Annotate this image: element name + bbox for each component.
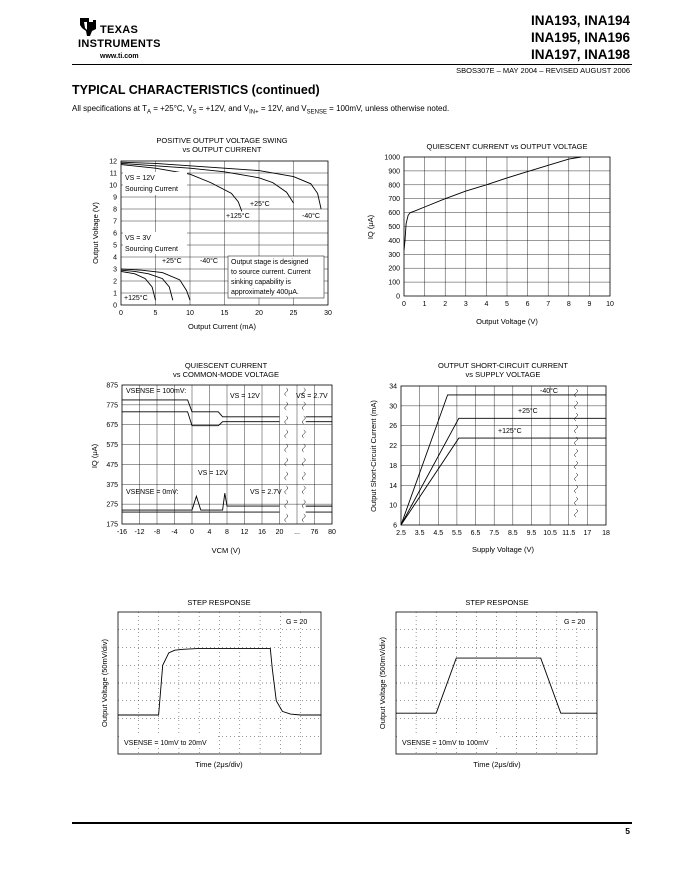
chart-title: OUTPUT SHORT-CIRCUIT CURRENT — [437, 361, 569, 370]
chart-title: QUIESCENT CURRENT — [184, 361, 268, 370]
y-axis-label: IQ (μA) — [90, 443, 99, 469]
note: approximately 400μA. — [231, 289, 299, 296]
y-tick-label: 14 — [389, 482, 397, 490]
spec-sub: SENSE — [306, 109, 327, 116]
annotation: VS = 3V — [125, 235, 151, 242]
gridlines — [401, 386, 606, 525]
x-tick-label: 5 — [153, 310, 158, 317]
annotation: +125°C — [498, 428, 522, 435]
axis-break-mark — [302, 514, 305, 522]
gridlines — [118, 612, 321, 754]
chart-step-response-2 — [378, 598, 597, 769]
y-tick-label: 200 — [388, 265, 400, 273]
series-line — [122, 400, 280, 417]
axis-break-mark — [285, 486, 288, 494]
x-axis-label: Time (2μs/div) — [473, 760, 521, 769]
y-tick-label: 30 — [389, 403, 397, 411]
x-tick-label: 10.5 — [543, 530, 557, 537]
y-tick-label: 7 — [113, 218, 117, 226]
series-line — [401, 395, 606, 525]
annotation: Sourcing Current — [125, 246, 178, 253]
y-tick-label: 2 — [113, 278, 117, 286]
x-tick-label: 2.5 — [396, 530, 406, 537]
y-tick-label: 800 — [388, 182, 400, 190]
page-number: 5 — [625, 826, 630, 836]
x-ticks — [402, 301, 614, 308]
y-tick-label: 675 — [106, 422, 118, 430]
y-tick-label: 5 — [113, 242, 117, 250]
x-tick-label: 0 — [190, 529, 194, 536]
x-tick-label: 76 — [310, 529, 319, 536]
chart-title: vs OUTPUT CURRENT — [182, 145, 262, 154]
x-tick-label: 10 — [606, 301, 614, 308]
y-tick-label: 875 — [106, 382, 118, 390]
chart-title: STEP RESPONSE — [187, 598, 251, 607]
chart-step-response-1 — [100, 598, 321, 769]
axis-break-mark — [575, 473, 578, 481]
note: to source current. Current — [231, 269, 311, 276]
axis-break-mark — [575, 401, 578, 409]
y-tick-label: 34 — [389, 383, 397, 391]
series-lines — [118, 648, 321, 715]
annotation: VSENSE = 0mV: — [126, 489, 179, 496]
annotation: VSENSE = 100mV: — [126, 388, 187, 395]
axis-break-mark — [575, 485, 578, 493]
annotation: VS = 12V — [230, 393, 260, 400]
logo-url: www.ti.com — [100, 53, 139, 60]
x-tick-label: 80 — [328, 529, 336, 536]
x-tick-label: 25 — [289, 310, 298, 317]
y-tick-label: 8 — [113, 206, 117, 214]
axis-break-mark — [285, 388, 288, 396]
spec-text: = 12V, and V — [258, 104, 307, 113]
annotation: +125°C — [226, 213, 250, 220]
annotation: VS = 12V — [125, 175, 155, 182]
y-tick-label: 700 — [388, 196, 400, 204]
y-tick-label: 22 — [389, 443, 397, 451]
annotation: -40°C — [200, 258, 218, 265]
x-tick-label: 2 — [443, 301, 448, 308]
x-tick-label: 5.5 — [452, 530, 462, 537]
x-tick-label: 6.5 — [470, 530, 481, 537]
y-tick-label: 500 — [388, 224, 400, 231]
annotation: +25°C — [162, 258, 182, 265]
y-ticks — [384, 155, 400, 301]
x-ticks — [119, 310, 332, 317]
y-tick-label: 900 — [388, 168, 400, 176]
annotation: +125°C — [124, 295, 148, 302]
x-axis-label: Supply Voltage (V) — [471, 545, 535, 554]
x-tick-label: -12 — [134, 529, 145, 536]
spec-sub: S — [192, 109, 197, 116]
x-ticks — [396, 530, 610, 537]
y-tick-label: 1 — [113, 290, 117, 298]
axis-break-mark — [285, 430, 288, 438]
y-tick-label: 275 — [106, 501, 118, 509]
y-tick-label: 100 — [388, 279, 400, 287]
y-axis-label: Output Voltage (500mV/div) — [378, 636, 387, 730]
y-tick-label: 1000 — [384, 154, 400, 162]
spec-sub: A — [147, 109, 152, 116]
x-tick-label: 5 — [505, 301, 509, 308]
spec-text: = +25°C, V — [151, 104, 193, 113]
y-tick-label: 575 — [106, 442, 118, 450]
y-tick-label: 475 — [106, 461, 118, 469]
spec-text: = 100mV, unless otherwise noted. — [326, 104, 450, 113]
x-tick-label: 4 — [207, 529, 212, 536]
gain-label: G = 20 — [564, 619, 586, 626]
annotation: VS = 12V — [198, 470, 228, 477]
x-tick-label: 16 — [258, 529, 266, 536]
x-tick-label: 4 — [484, 301, 489, 308]
y-tick-label: 400 — [388, 237, 400, 245]
y-tick-label: 6 — [113, 230, 117, 238]
footer-rule — [72, 822, 632, 824]
section-title: TYPICAL CHARACTERISTICS (continued) — [72, 83, 320, 97]
chart-iq-vs-vout — [366, 142, 614, 326]
x-tick-label: 18 — [602, 530, 610, 537]
chart-title: POSITIVE OUTPUT VOLTAGE SWING — [156, 136, 288, 145]
axis-break-mark — [575, 509, 578, 517]
axis-break-mark — [302, 486, 305, 494]
x-axis-label: VCM (V) — [211, 546, 241, 555]
annotation: -40°C — [302, 213, 320, 220]
axis-break-mark — [285, 458, 288, 466]
axis-break-mark — [285, 472, 288, 480]
annotation: VS = 2.7V — [296, 393, 328, 400]
x-tick-label: -8 — [153, 529, 161, 536]
y-tick-label: 11 — [109, 170, 117, 178]
axis-break-mark — [575, 497, 578, 505]
y-tick-label: 0 — [396, 293, 400, 301]
part-line1: INA193, INA194 — [530, 13, 630, 28]
axis-break-mark — [575, 425, 578, 433]
y-tick-label: 375 — [106, 481, 118, 489]
spec-text: = +12V, and V — [196, 104, 250, 113]
x-tick-label: 4.5 — [433, 530, 444, 537]
x-tick-label: 8 — [566, 301, 571, 308]
axis-break-mark — [302, 430, 305, 438]
x-tick-label: -16 — [116, 529, 128, 536]
chart-title: vs SUPPLY VOLTAGE — [465, 370, 541, 379]
axis-break-mark — [285, 402, 288, 410]
y-tick-label: 10 — [109, 182, 117, 190]
part-line2: INA195, INA196 — [530, 30, 630, 45]
y-tick-label: 18 — [389, 462, 397, 470]
y-tick-label: 6 — [393, 522, 397, 530]
axis-break-mark — [575, 449, 578, 457]
y-axis-label: Output Voltage (50mV/div) — [100, 639, 109, 727]
y-tick-label: 4 — [113, 254, 117, 262]
x-tick-label: 3 — [463, 301, 468, 308]
axis-break-mark — [302, 402, 305, 410]
x-tick-label: 7.5 — [489, 530, 500, 537]
series-lines — [401, 395, 606, 525]
x-tick-label: 6 — [525, 301, 530, 308]
annotation: Sourcing Current — [125, 186, 178, 193]
x-ticks — [117, 529, 336, 536]
series-line — [118, 648, 321, 715]
x-tick-label: 8 — [225, 529, 229, 536]
gridlines — [122, 385, 332, 524]
chart-title: QUIESCENT CURRENT vs OUTPUT VOLTAGE — [426, 142, 588, 151]
x-tick-label: 1 — [422, 301, 427, 308]
y-tick-label: 10 — [389, 502, 397, 510]
part-line3: INA197, INA198 — [530, 47, 630, 62]
x-tick-label: 0 — [119, 310, 123, 317]
chart-iq-vs-vcm — [90, 361, 336, 555]
gridlines — [396, 612, 597, 754]
y-tick-label: 175 — [106, 521, 118, 529]
axis-break-mark — [285, 444, 288, 452]
y-ticks — [109, 159, 117, 310]
x-tick-label: 20 — [255, 310, 263, 317]
y-axis-label: Output Voltage (V) — [91, 202, 100, 264]
x-tick-label: 3.5 — [414, 530, 425, 537]
axis-break-mark — [302, 444, 305, 452]
axis-break-mark — [302, 416, 305, 424]
x-axis-label: Output Current (mA) — [188, 322, 256, 331]
annotation: VS = 2.7V — [250, 489, 282, 496]
annotation: -40°C — [540, 388, 558, 395]
y-tick-label: 9 — [113, 194, 117, 202]
y-tick-label: 26 — [389, 423, 397, 431]
x-tick-label: 10 — [186, 310, 194, 317]
x-tick-label: 9 — [587, 301, 592, 308]
y-ticks — [389, 384, 397, 530]
spec-text: All specifications at T — [72, 104, 147, 113]
logo-line1: TEXAS — [100, 24, 139, 36]
axis-break-mark — [575, 461, 578, 469]
x-tick-label: 7 — [546, 301, 551, 308]
annotation: +25°C — [250, 201, 270, 208]
annotation: VSENSE = 10mV to 100mV — [402, 740, 489, 747]
annotation: VSENSE = 10mV to 20mV — [124, 740, 207, 747]
x-tick-label: 8.5 — [507, 530, 518, 537]
y-axis-label: IQ (μA) — [366, 214, 375, 240]
y-tick-label: 12 — [109, 158, 117, 166]
y-ticks — [106, 383, 118, 529]
logo-line2: INSTRUMENTS — [78, 38, 161, 50]
y-axis-label: Output Short-Circuit Current (mA) — [369, 400, 378, 512]
gain-label: G = 20 — [286, 619, 308, 626]
y-tick-label: 775 — [106, 402, 118, 410]
x-tick-label: 17 — [583, 530, 592, 537]
x-tick-label: 12 — [240, 529, 249, 536]
doc-number: SBOS307E – MAY 2004 – REVISED AUGUST 2006 — [456, 66, 630, 75]
series-line — [122, 412, 280, 426]
spec-sub: IN+ — [249, 109, 259, 116]
chart-output-swing — [91, 136, 332, 331]
x-tick-label: 20 — [275, 529, 284, 536]
series-line — [401, 438, 606, 525]
note: sinking capability is — [231, 279, 291, 286]
x-tick-label: 9.5 — [526, 530, 537, 537]
x-tick-label: 11.5 — [562, 530, 576, 537]
y-tick-label: 600 — [388, 210, 400, 218]
y-tick-label: 300 — [388, 251, 400, 259]
x-tick-label: 0 — [402, 301, 406, 308]
axis-break-mark — [285, 416, 288, 424]
axis-break-mark — [302, 458, 305, 466]
chart-title: STEP RESPONSE — [465, 598, 529, 607]
annotation: +25°C — [518, 408, 538, 415]
note: Output stage is designed — [231, 259, 309, 266]
axis-break-mark — [285, 514, 288, 522]
axis-break-mark — [575, 389, 578, 397]
x-tick-label: 30 — [324, 310, 332, 317]
chart-isc-vs-vs — [369, 361, 610, 554]
chart-title: vs COMMON-MODE VOLTAGE — [173, 370, 279, 379]
x-axis-label: Time (2μs/div) — [195, 760, 243, 769]
axis-break-mark — [302, 472, 305, 480]
x-axis-label: Output Voltage (V) — [476, 317, 538, 326]
x-tick-label: 15 — [220, 310, 229, 317]
y-tick-label: 0 — [113, 302, 117, 310]
x-tick-label: ... — [294, 529, 300, 536]
y-tick-label: 3 — [113, 266, 117, 274]
axis-break-mark — [575, 413, 578, 421]
x-tick-label: -4 — [171, 529, 178, 536]
